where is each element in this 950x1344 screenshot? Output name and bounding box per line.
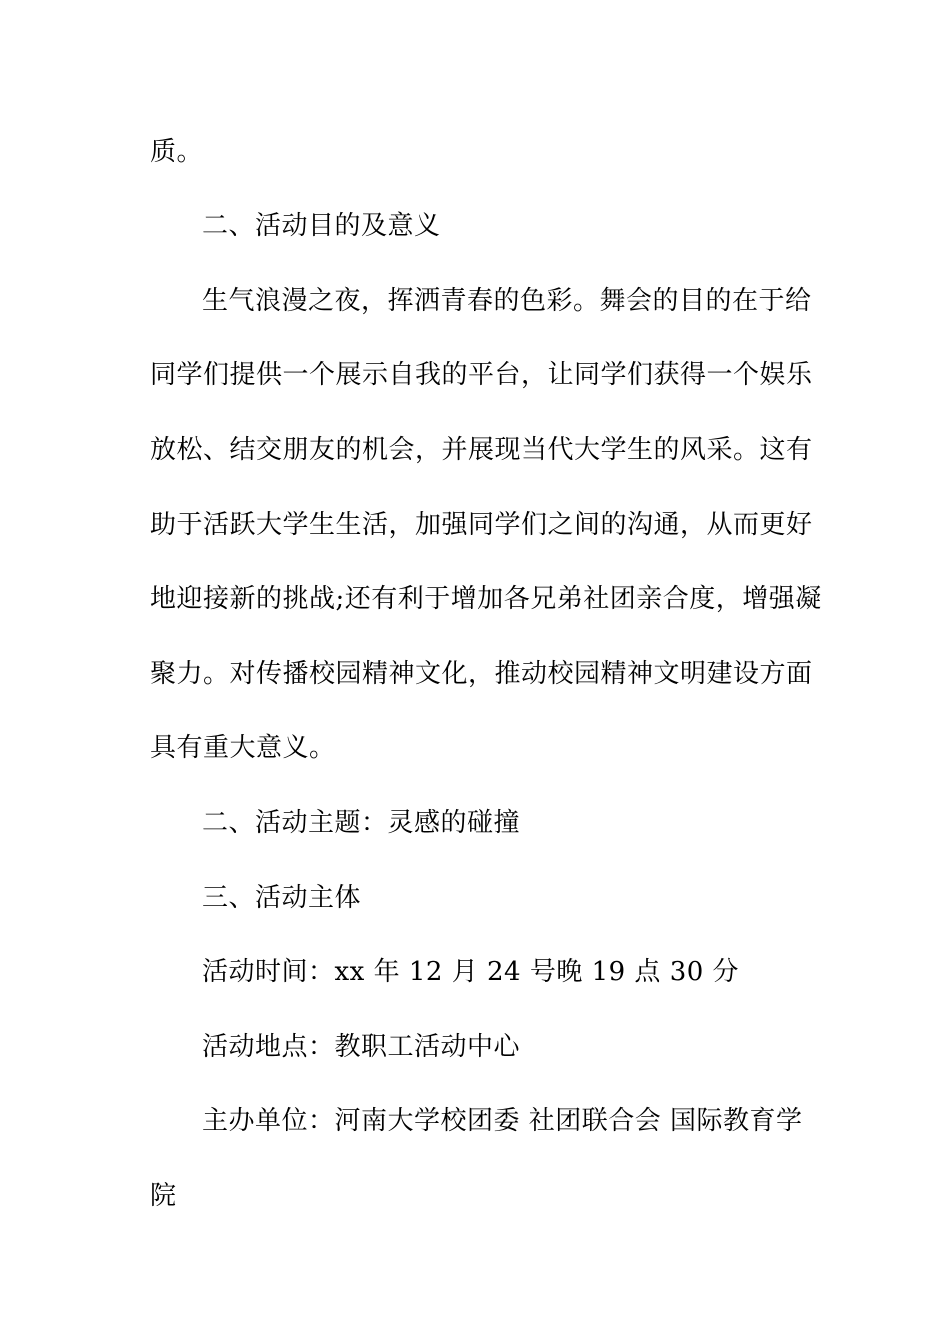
section-heading-purpose: 二、活动目的及意义 xyxy=(202,211,441,241)
paragraph-end-line: 质。 xyxy=(150,137,204,167)
paragraph-line: 放松、结交朋友的机会，并展现当代大学生的风采。这有 xyxy=(150,435,813,465)
organizer: 主办单位：河南大学校团委 社团联合会 国际教育学 xyxy=(202,1106,803,1136)
paragraph-line: 生气浪漫之夜，挥洒青春的色彩。舞会的目的在于给 xyxy=(202,286,812,316)
section-heading-theme: 二、活动主题：灵感的碰撞 xyxy=(202,808,521,838)
paragraph-line: 具有重大意义。 xyxy=(150,733,336,763)
paragraph-line: 同学们提供一个展示自我的平台，让同学们获得一个娱乐 xyxy=(150,360,813,390)
paragraph-line: 助于活跃大学生生活，加强同学们之间的沟通，从而更好 xyxy=(150,510,813,540)
paragraph-line: 地迎接新的挑战;还有利于增加各兄弟社团亲合度，增强凝 xyxy=(150,584,822,614)
organizer-continued: 院 xyxy=(150,1181,177,1211)
paragraph-line: 聚力。对传播校园精神文化，推动校园精神文明建设方面 xyxy=(150,659,813,689)
activity-time: 活动时间：xx 年 12 月 24 号晚 19 点 30 分 xyxy=(202,957,740,987)
section-heading-subject: 三、活动主体 xyxy=(202,883,362,913)
activity-location: 活动地点：教职工活动中心 xyxy=(202,1032,521,1062)
